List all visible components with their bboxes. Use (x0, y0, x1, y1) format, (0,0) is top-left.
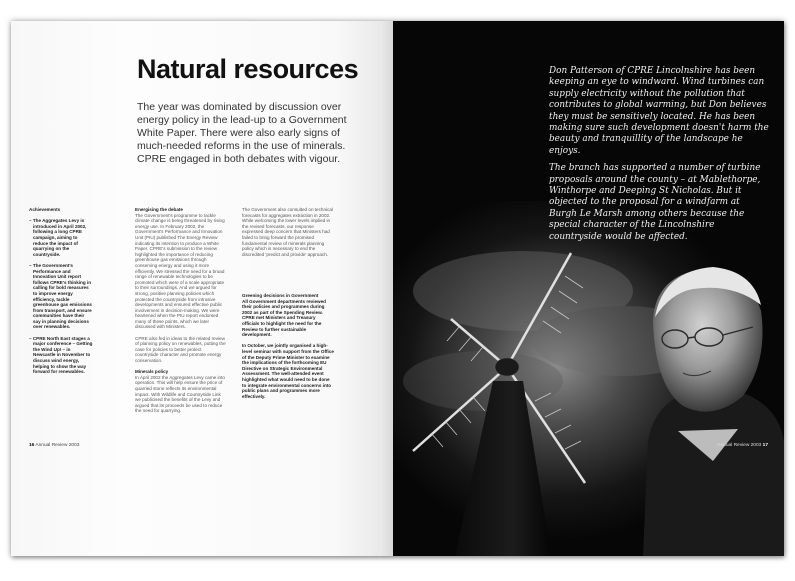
left-page (11, 21, 393, 556)
body-paragraph: All Government departments reviewed their policies and programmes during 2002 as part of the Spending Review. CPRE met Ministers and Treasury officials to highlight the need for the Review to further sustainable development. (242, 298, 326, 338)
achievements-heading: Achievements (29, 207, 61, 212)
intro-paragraph: The year was dominated by discussion over energy policy in the lead-up to a Government White Paper. There were also early signs of much-needed reforms in the use of minerals. CPRE engaged in both debates with vigour. (137, 101, 347, 165)
quote-paragraph: The branch has supported a number of turbine proposals around the county – at Mablethorpe, Winthorpe and Deeping St Nicholas. But it objected to the proposal for a windfarm at Burgh Le Marsh among others because the special character of the Lincolnshire countryside would be affected. (549, 163, 761, 242)
body-paragraph: The Government also consulted on technical forecasts for aggregates extraction in 2002. While welcoming the lower levels implied in the revised forecasts, our response expressed deep concern that Ministers had failed to bring forward the promised fundamental review of minerals planning policy which is necessary to end the discredited 'predict and provide' approach. (242, 207, 333, 257)
achievements-column (29, 207, 93, 380)
left-folio (29, 443, 79, 448)
folio-label: Annual Review 2003 (35, 443, 80, 448)
achievement-item: – The Government's Performance and Innovation Unit report follows CPRE's thinking in calling for bold measures to improve energy efficiency, tackle greenhouse gas emissions from transport, and ensure communities have their say in planning decisions over renewables. (29, 262, 92, 330)
energising-heading: Energising the debate (135, 207, 183, 212)
body-paragraph: In April 2002 the Aggregates Levy came into operation. This will help ensure the price of quarried stone reflects its environmental impact. With Wildlife and Countryside Link we publicised the benefits of the Levy and argued that its proceeds be used to reduce the need for quarrying. (135, 374, 225, 414)
greening-heading: Greening decisions in Government (242, 293, 319, 298)
body-paragraph: The Government's programme to tackle climate change is being threatened by rising energy use. In February 2002, the Government's Performance and Innovation Unit (PIU) published The Energy Review indicating its intention to produce a White Paper. CPRE's submission to the review highlighted the importance of reducing greenhouse gas emissions through conserving energy and using it more efficiently. We stressed the need for a broad range of renewable technologies to be promoted which were of a scale appropriate to their surroundings. And we argued for strong, positive planning policies which protected the countryside from intrusive developments and ensured effective public involvement in decision-making. We were heartened when the PIU report endorsed many of these points, which we later discussed with Ministers. (135, 212, 225, 330)
page-number: 16 (29, 443, 35, 448)
right-page (393, 21, 784, 556)
achievement-item: – The Aggregates Levy is introduced in April 2002, following a long CPRE campaign, aiming to reduce the impact of quarrying on the countryside. (29, 218, 87, 257)
greening-column (242, 293, 334, 405)
energising-column (135, 207, 226, 420)
consultation-column (242, 207, 334, 263)
folio-label: Annual Review 2003 (717, 443, 762, 448)
minerals-heading: Minerals policy (135, 369, 169, 375)
body-paragraph: In October, we jointly organised a high-level seminar with support from the Office of the Deputy Prime Minister to examine the implications of the forthcoming EU Directive on Strategic Environmental Assessment. The well-attended event highlighted what would need to be done to integrate environmental concerns into public plans and programmes more effectively. (242, 343, 334, 399)
magazine-spread (11, 21, 784, 556)
right-folio (717, 443, 768, 448)
page-title: Natural resources (137, 54, 359, 84)
quote-block (549, 66, 769, 249)
body-paragraph: CPRE also fed in ideas to the related review of planning policy on renewables, putting the case for policies to better protect countryside character and promote energy conservation. (135, 335, 226, 364)
achievement-item: – CPRE North East stages a major conference – Getting the Wind Up! – in Newcastle in November to discuss wind energy, helping to show the way forward for renewables. (29, 335, 93, 375)
page-number: 17 (762, 443, 768, 448)
quote-paragraph: Don Patterson of CPRE Lincolnshire has been keeping an eye to windward. Wind turbines can supply electricity without the pollution that contributes to global warming, but Don believes they must be sensitively located. He has been making sure such development doesn't harm the beauty and tranquillity of the landscape he enjoys. (549, 66, 769, 156)
